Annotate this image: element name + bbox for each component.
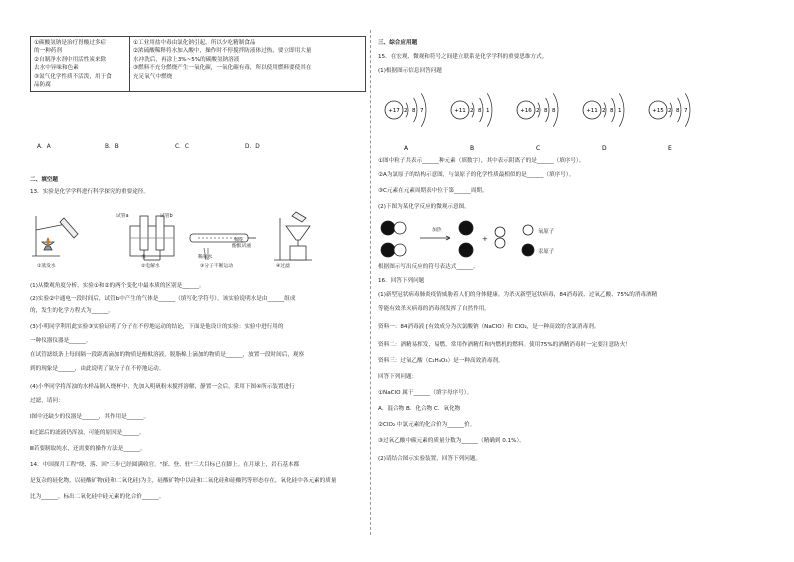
question-text: ②ClO₂ 中氯元素的化合价为______价。 — [378, 422, 476, 428]
table-text: ③燃料不充分燃烧产生一氧化碳，一氧化碳有毒，所以使用燃料要使其在 — [133, 65, 312, 72]
table-text: 水冲洗后，再涂上3%~5%的碳酸氢钠溶液 — [133, 56, 240, 63]
question-intro: 16．回答下列问题 — [378, 278, 425, 284]
legend-mercury: 汞原子 — [538, 249, 555, 255]
shell-electron-count: 1 — [486, 108, 490, 114]
question-text: A．混合物 B．化合物 C．氧化物 — [378, 406, 461, 412]
question-text: Ⅱ过滤后的滤液仍浑浊，可能的原因是______。 — [30, 430, 145, 436]
shell-electron-count: 8 — [552, 108, 556, 114]
section-title: 二、填空题 — [30, 177, 58, 183]
atom-diagram-a — [385, 93, 426, 152]
filtration-apparatus — [274, 212, 312, 260]
choice-c[interactable]: C．C — [175, 144, 189, 150]
legend — [522, 225, 534, 256]
shell-electron-count: 8 — [610, 108, 614, 114]
question-text: Ⅰ图中还缺少的仪器是______，其作用是______。 — [30, 414, 150, 420]
question-text: (1)从微观角度分析，实验①和②的两个变化中最本质的区别是______。 — [30, 283, 205, 289]
question-text: 到的现象是______，由此说明了氨分子在不停地运动。 — [30, 366, 165, 372]
question-text: 回答下列问题： — [378, 374, 418, 380]
electrolysis-apparatus — [130, 216, 174, 260]
shell-electron-count: 2 — [536, 108, 540, 114]
statement-table — [30, 36, 366, 92]
question-text: 根据图示写出反应的符号表达式______。 — [378, 264, 479, 270]
question-text: 等能有效杀灭病毒的消毒剂发挥了自然作用。 — [378, 306, 490, 312]
table-text: 去水中异味和色素 — [34, 65, 79, 72]
question-text: (4)小华同学将浑浊的水样品倒入烧杯中，先加入明矾粉末搅拌溶解，静置一会后，采用下图④所示装置进行 — [30, 384, 295, 390]
atom-diagram-e — [649, 93, 690, 152]
reaction-figure — [378, 218, 578, 262]
atom-label: D — [602, 145, 607, 152]
question-text: (2)实验②中通电一段时间后，试管b中产生的气体是______（填写化学符号），该实验说明水是由______组成 — [30, 296, 296, 302]
table-text: ①碳酸氢钠是治疗胃酸过多症 — [34, 40, 107, 46]
shell-electron-count: 2 — [470, 108, 474, 114]
table-cell-right — [130, 37, 366, 92]
evaporation-apparatus — [32, 216, 78, 256]
atom-label: B — [470, 145, 475, 152]
table-text: ②浓硫酸稀释将水加入酸中，操作时不停搅拌防液体过热，要立即用大量 — [133, 48, 312, 55]
table-text: ③氮气化学性质不活泼，用于食 — [34, 73, 112, 80]
choice-d[interactable]: D．D — [245, 144, 260, 150]
atom-diagram-b — [451, 93, 492, 152]
choice-b[interactable]: B．B — [105, 144, 119, 150]
question-text: 资料三：过氧乙酸（C₂H₄O₃）是一种高效消毒剂。 — [378, 358, 504, 364]
nucleus-charge: +11 — [586, 108, 598, 114]
question-text: ①图中粒子共表示______种元素（填数字），其中表示阴离子的是______（填序号）。 — [378, 158, 585, 164]
figure-inner-label: 水 — [141, 255, 146, 260]
question-text: 一种仪器仪器是______。 — [30, 338, 92, 344]
atom-label: C — [536, 145, 541, 152]
question-text: ③过氧乙酸中碳元素的质量分数为______（精确到 0.1%）。 — [378, 438, 525, 444]
question-text: 比为______，标出二氧化硅中硅元素的化合价______。 — [30, 494, 165, 500]
product-molecules — [459, 221, 505, 257]
nucleus-charge: +11 — [454, 108, 466, 114]
atom-diagram-c — [517, 93, 558, 152]
question-text: ③C元素在元素周期表中位于第______周期。 — [378, 188, 488, 194]
figure-label: ③分子不断运动 — [200, 264, 234, 269]
table-text: 的一种药剂 — [34, 48, 62, 55]
atom-structure-figure — [378, 80, 708, 156]
figure-label: ①蒸发水 — [37, 264, 56, 269]
nucleus-charge: +15 — [652, 108, 664, 114]
shell-electron-count: 2 — [668, 108, 672, 114]
choice-a[interactable]: A．A — [37, 144, 51, 150]
section-title: 三、综合应用题 — [378, 40, 418, 46]
legend-oxygen: 氧原子 — [538, 229, 555, 235]
shell-electron-count: 8 — [412, 108, 416, 114]
figure-inner-label: 酚酞试液 — [232, 244, 252, 249]
question-text: 资料一：84消毒液 [有效成分为次氯酸钠（NaClO）和 ClO₂，是一种高效的含氯消毒剂。 — [378, 324, 600, 330]
figure-inner-label: 试管a — [116, 214, 129, 219]
question-text: 14．中国探月工程"绕、落、回"三步已经圆满收官。"探、登、驻"三大目标已在脚上。在月球上，岩石基本都 — [30, 462, 300, 468]
shell-electron-count: 1 — [618, 108, 622, 114]
reaction-condition: 加热 — [432, 228, 442, 233]
atom-diagram-d — [583, 93, 624, 152]
shell-electron-count: 2 — [602, 108, 606, 114]
table-text: ①工业用盐中毒由氯化钠引起，所以少吃精制食品 — [133, 40, 256, 46]
question-text: (2)下图为某化学反应的微观示意图。 — [378, 204, 470, 210]
shell-electron-count: 2 — [404, 108, 408, 114]
table-cell-left — [31, 37, 130, 92]
reactant-molecules — [381, 221, 406, 257]
question-text: (3)小明同学利用此实验③实验证明了分子在不停地运动的结论，下面是他设计的实验：实验中进行用的 — [30, 324, 284, 330]
question-text: ②A为氯原子的结构示意图，与氯原子的化学性质最相似的是______（填序号）。 — [378, 172, 575, 178]
question-text: (2)请结合图示实验装置，回答下列问题。 — [378, 456, 482, 462]
shell-electron-count: 8 — [676, 108, 680, 114]
question-text: (1)新型冠状病毒肺炎疫情威胁着人们的身体健康。为杀灭新型冠状病毒，84消毒液、过氧乙酸、75%的消毒酒精 — [378, 292, 658, 298]
column-divider — [370, 30, 371, 535]
figure-inner-label: 试管b — [160, 214, 173, 219]
question-intro: 13．实验是化学学科进行科学探究的重要途径。 — [30, 189, 149, 195]
question-text: ①NaClO 属于______（填字母序号）。 — [378, 390, 473, 396]
question-text: 过滤，请问： — [30, 398, 64, 404]
shell-electron-count: 8 — [478, 108, 482, 114]
question-text: Ⅲ若要制取纯水，还需要的操作方法是______。 — [30, 446, 146, 452]
shell-electron-count: 7 — [684, 108, 688, 114]
question-text: 在试管滤纸条上每间隔一段距离滴加的物质是酚酞溶液，脱脂棉上滴加的物质是______，放置一段时间后，观察 — [30, 352, 305, 358]
question-text: 是复杂的硅化物，以硅酸矿物(硅和二氧化硅)为主，硅酸矿物中以硅和二氧化硅和硅酸钙等形态存在，氧化硅中各元素的质量 — [30, 478, 337, 484]
table-text: 充足氧气中燃烧 — [133, 73, 173, 80]
question-text: (1)根据图示信息回答问题 — [378, 68, 442, 74]
question-text: 的，发生的化学方程式为______。 — [30, 308, 114, 314]
shell-electron-count: 8 — [544, 108, 548, 114]
svg-text:+: + — [482, 235, 488, 243]
question-text: 资料二：酒精易挥发，易燃，常用作酒精灯和内燃机的燃料。使用75%的酒精消毒时一定要注意防火！ — [378, 342, 631, 348]
table-text: ②自制净水剂中用活性炭来除 — [34, 56, 107, 63]
nucleus-charge: +16 — [520, 108, 532, 114]
shell-electron-count: 7 — [420, 108, 424, 114]
figure-inner-label: 稀氨水 — [198, 255, 213, 260]
table-text: 品防腐 — [34, 82, 51, 89]
figure-inner-label: 棉花 — [234, 238, 244, 243]
atom-label: E — [668, 145, 672, 152]
figure-label: ④过滤 — [276, 264, 290, 269]
figure-label: ②电解水 — [141, 264, 160, 269]
atom-label: A — [404, 145, 409, 152]
nucleus-charge: +17 — [388, 108, 400, 114]
question-intro: 15．在宏观、微观和符号之间建立联系是化学学科的重要思维方式。 — [378, 54, 548, 60]
